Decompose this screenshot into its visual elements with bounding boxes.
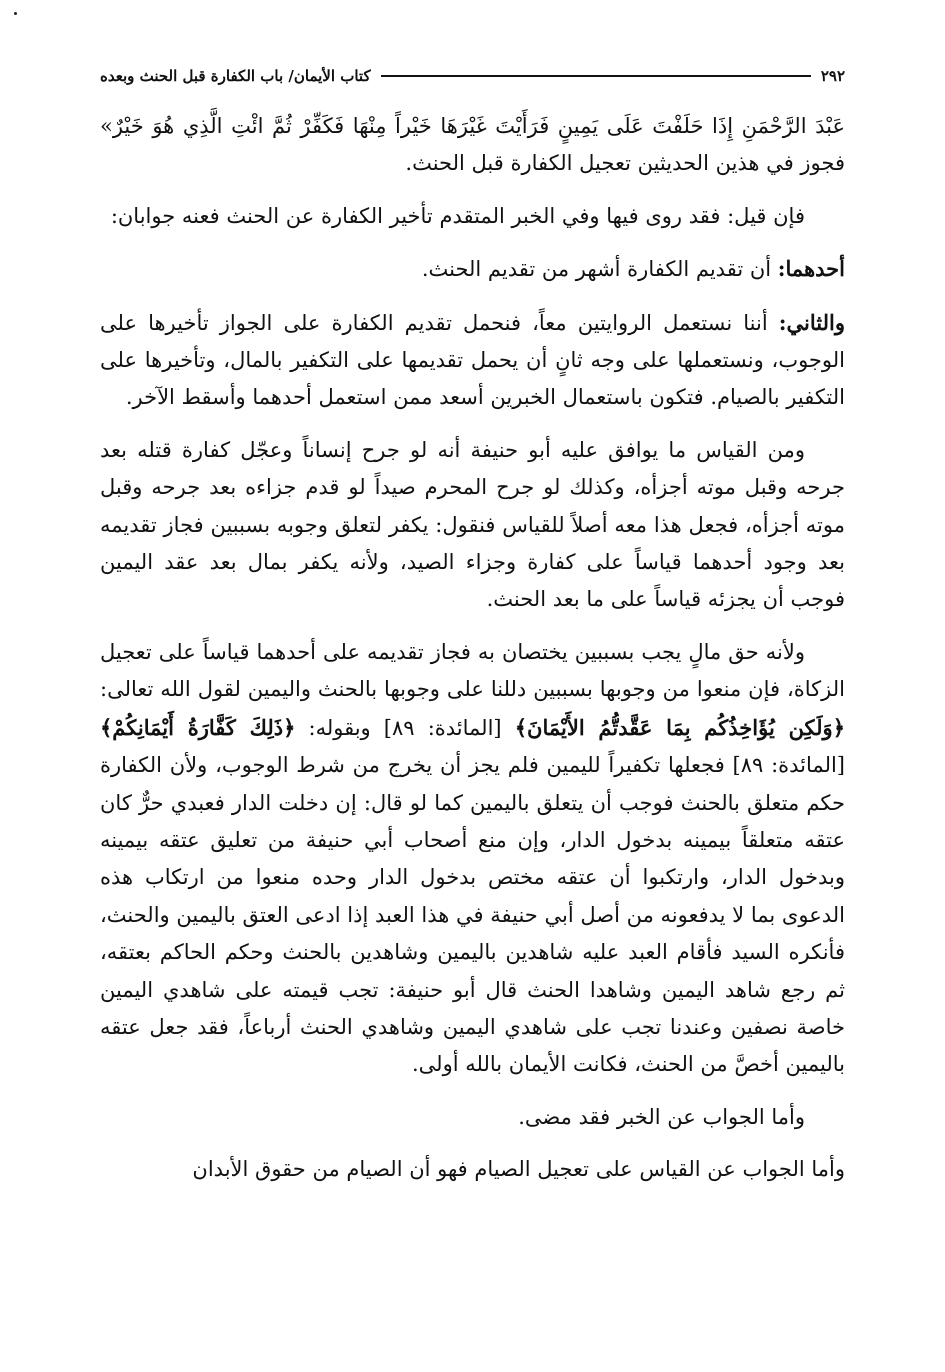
page-body <box>100 108 845 1189</box>
paragraph: والثاني: أننا نستعمل الروايتين معاً، فنحمل تقديم الكفارة على الجواز تأخيرها على الوجوب، ونستعملها على وجه ثانٍ أن يحمل تقديمها على التكفير بالمال، وتأخيرها على التكفير بالصيام. فتكون باستعمال الخبرين أسعد ممن استعمل أحدهما وأسقط الآخر. <box>100 309 845 410</box>
paragraph: ومن القياس ما يوافق عليه أبو حنيفة أنه لو جرح إنساناً وعجّل كفارة قتله بعد جرحه وقبل موته أجزأه، وكذلك لو جرح المحرم صيداً لو قدم جزاءه بعد جرحه وقبل موته أجزأه، فجعل هذا معه أصلاً للقياس فنقول: يكفر لتعلق وجوبه بسببين فجاز تقديمه بعد وجود أحدهما قياساً على كفارة وجزاء الصيد، ولأنه يكفر بمال بعد عقد اليمين فوجب أن يجزئه قياساً على ما بعد الحنث. <box>100 437 845 612</box>
page-number: ٢٩٢ <box>820 67 845 85</box>
page-header <box>100 62 845 90</box>
quran-quote: ﴿ذَلِكَ كَفَّارَةُ أَيْمَانِكُمْ﴾ <box>100 714 296 740</box>
paragraph: أحدهما: أن تقديم الكفارة أشهر من تقديم الحنث. <box>421 256 845 282</box>
paragraph: عَبْدَ الرَّحْمَنِ إِذَا حَلَفْتَ عَلَى يَمِينٍ فَرَأَيْتَ غَيْرَهَا خَيْراً مِنْهَا فَكَفِّرْ ثُمَّ ائْتِ الَّذِي هُوَ خَيْرٌ» فجوز في هذين الحديثين تعجيل الكفارة قبل الحنث. <box>100 114 845 176</box>
quran-quote: ﴿وَلَكِن يُؤَاخِذُكُم بِمَا عَقَّدتُّمُ الأَيْمَانَ﴾ <box>514 714 846 740</box>
running-title: كتاب الأيمان/ باب الكفارة قبل الحنث وبعده <box>100 67 371 85</box>
paragraph: فإن قيل: فقد روى فيها وفي الخبر المتقدم تأخير الكفارة عن الحنث فعنه جوابان: <box>110 203 805 228</box>
paragraph-lead: أحدهما: <box>777 256 845 282</box>
paragraph: وأما الجواب عن الخبر فقد مضى. <box>518 1104 805 1129</box>
paragraph: ولأنه حق مالٍ يجب بسببين يختصان به فجاز تقديمه على أحدهما قياساً على تعجيل الزكاة، فإن منعوا من وجوبها بسببين دللنا على وجوبها بالحنث واليمين لقول الله تعالى: ﴿وَلَكِن يُؤَاخِذُكُم بِمَا عَقَّدتُّمُ الأَيْمَانَ﴾ [المائدة: ٨٩] وبقوله: ﴿ذَلِكَ كَفَّارَةُ أَيْمَانِكُمْ﴾ [المائدة: ٨٩] فجعلها تكفيراً لليمين فلم يجز أن يخرج من شرط الوجوب، ولأن الكفارة حكم متعلق بالحنث فوجب أن يتعلق باليمين كما لو قال: إن دخلت الدار فعبدي حرٌّ كان عتقه متعلقاً بيمينه بدخول الدار، وإن منع أصحاب أبي حنيفة من تعليق عتقه بيمينه وبدخول الدار، وارتكبوا أن عتقه مختص بدخول الدار وحده منعوا من ارتكاب هذه الدعوى بما لا يدفعونه من أصل أبي حنيفة في هذا العبد إذا ادعى العتق باليمين والحنث، فأنكره السيد فأقام العبد عليه شاهدين باليمين وشاهدين بالحنث وحكم الحاكم بعتقه، ثم رجع شاهد اليمين وشاهدا الحنث قال أبو حنيفة: تجب قيمته على شاهدي اليمين خاصة نصفين وعندنا تجب على شاهدي اليمين وشاهدي الحنث أرباعاً، فقد جعل عتقه باليمين أخصَّ من الحنث، فكانت الأيمان بالله أولى. <box>100 639 846 1077</box>
header-rule <box>381 75 811 77</box>
scan-speck <box>14 12 17 15</box>
paragraph: وأما الجواب عن القياس على تعجيل الصيام فهو أن الصيام من حقوق الأبدان <box>192 1157 845 1182</box>
paragraph-lead: والثاني: <box>778 309 845 335</box>
